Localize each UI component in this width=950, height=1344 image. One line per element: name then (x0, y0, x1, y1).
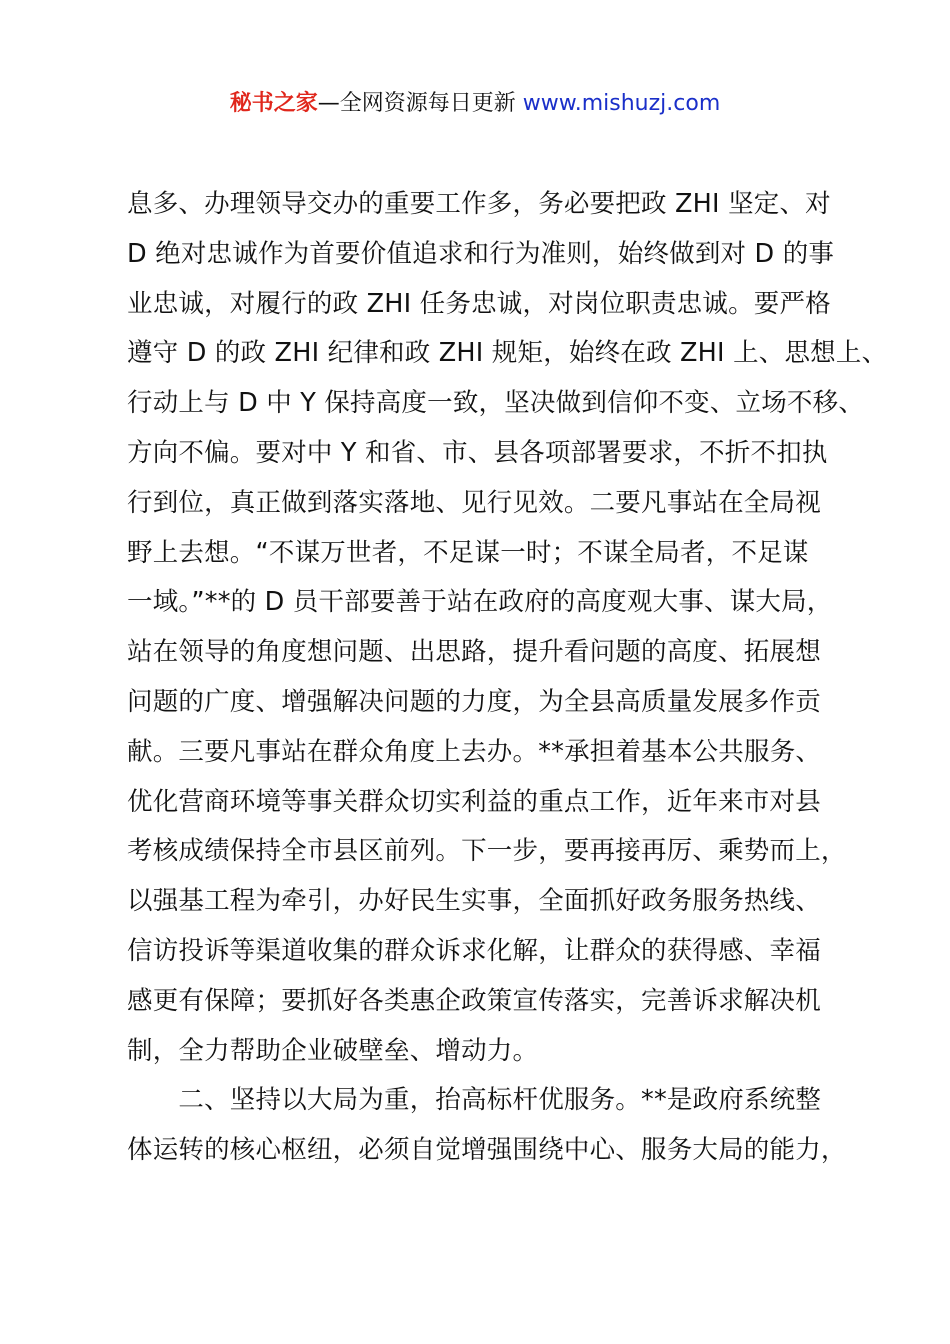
text-line: 献。三要凡事站在群众角度上去办。**承担着基本公共服务、 (127, 736, 822, 767)
text-line: 方向不偏。要对中 Y 和省、市、县各项部署要求，不折不扣执 (127, 437, 828, 468)
text-line: 体运转的核心枢纽，必须自觉增强围绕中心、服务大局的能力， (127, 1135, 847, 1166)
text-line: 二、坚持以大局为重，抬高标杆优服务。**是政府系统整 (127, 1085, 822, 1116)
text-line: 以强基工程为牵引，办好民生实事，全面抓好政务服务热线、 (127, 886, 821, 917)
text-line: 行动上与 D 中 Y 保持高度一致，坚决做到信仰不变、立场不移、 (127, 388, 865, 419)
text-line: 信访投诉等渠道收集的群众诉求化解，让群众的获得感、幸福 (127, 935, 821, 966)
text-line: 遵守 D 的政 ZHI 纪律和政 ZHI 规矩，始终在政 ZHI 上、思想上、 (127, 338, 888, 369)
site-header (0, 86, 950, 122)
site-link[interactable]: www.mishuzj.com (522, 91, 721, 116)
text-line: 优化营商环境等事关群众切实利益的重点工作，近年来市对县 (127, 786, 821, 817)
text-line: 考核成绩保持全市县区前列。下一步，要再接再厉、乘势而上， (127, 836, 847, 867)
text-line: 一域。”**的 D 员干部要善于站在政府的高度观大事、谋大局， (127, 587, 833, 618)
text-line: 感更有保障；要抓好各类惠企政策宣传落实，完善诉求解决机 (127, 985, 821, 1016)
header-tagline: —全网资源每日更新 (317, 91, 523, 116)
text-line: 业忠诚，对履行的政 ZHI 任务忠诚，对岗位职责忠诚。要严格 (127, 288, 831, 319)
document-body (127, 180, 888, 1176)
text-line: 问题的广度、增强解决问题的力度，为全县高质量发展多作贡 (127, 686, 821, 717)
text-line: 站在领导的角度想问题、出思路，提升看问题的高度、拓展想 (127, 637, 821, 668)
text-line: D 绝对忠诚作为首要价值追求和行为准则，始终做到对 D 的事 (127, 238, 835, 269)
text-line: 息多、办理领导交办的重要工作多，务必要把政 ZHI 坚定、对 (127, 189, 831, 219)
text-line: 野上去想。“不谋万世者，不足谋一时；不谋全局者，不足谋 (127, 537, 809, 568)
brand-name: 秘书之家 (229, 91, 318, 116)
text-line: 制，全力帮助企业破壁垒、增动力。 (127, 1035, 539, 1066)
text-line: 行到位，真正做到落实落地、见行见效。二要凡事站在全局视 (127, 487, 821, 518)
